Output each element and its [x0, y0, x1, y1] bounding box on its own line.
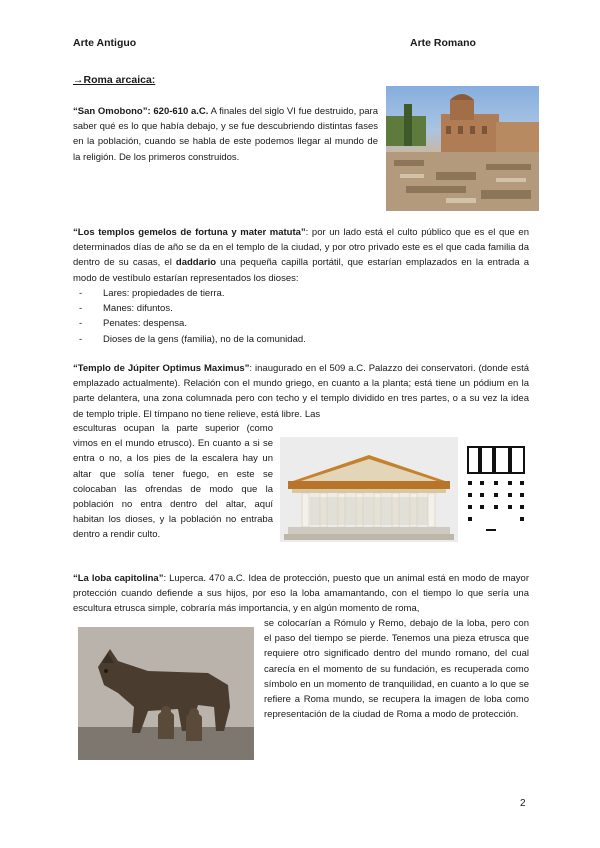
- gods-list: [73, 286, 529, 347]
- list-item: - Manes: difuntos.: [73, 301, 529, 316]
- omobono-date: : 620-610 a.C.: [147, 106, 209, 117]
- templos-body-2: una pequeña capilla portátil, que estarían emplazados en la entrada a modo de vestíbulo estarían representados los dioses:: [73, 257, 529, 284]
- temple-model-illustration: [280, 437, 458, 542]
- jupiter-paragraph: [73, 361, 529, 422]
- jupiter-temple-plan: [462, 443, 530, 535]
- list-item: - Penates: despensa.: [73, 316, 529, 331]
- loba-illustration: [78, 627, 254, 760]
- temple-plan-illustration: [462, 443, 530, 535]
- arrow-icon: →: [73, 74, 84, 86]
- templos-title: “Los templos gemelos de fortuna y mater matuta”: [73, 227, 306, 238]
- loba-paragraph-narrow: se colocarían a Rómulo y Remo, debajo de la loba, pero con el paso del tiempo se pierde. Tenemos una pieza etrusca que requiere otro significado dentro del mundo romano, del cual carecía en el momento de su fundación, es recuperada como símbolo en un momento de tranquilidad, en cuanto a lo que se refiere a Roma mundo, se recupera la imagen de loba como representación de la ciudad de Roma a modo de protección.: [264, 618, 529, 721]
- jupiter-body-full: : inaugurado en el 509 a.C. Palazzo dei conservatori. (donde está emplazado actualmente). Relación con el mundo griego, en cuanto a la planta; está tiene un pódium en la parte delantera, una zona columnada pero con techo y el templo dividido en tres partes, o a su vez la idea de templo triple. El tímpano no tiene relieve, está libre. Las: [73, 363, 529, 420]
- list-item: - Lares: propiedades de tierra.: [73, 286, 529, 301]
- omobono-body: A finales del siglo VI fue destruido, para saber qué es lo que había debajo, y se fue descubriendo distintas fases en la población, cuando se habla de este podemos llegar al mundo de la religión. De los primeros construidos.: [73, 106, 379, 163]
- loba-body-full: : Luperca. 470 a.C. Idea de protección, puesto que un animal está en modo de mayor protección cuando defiende a sus hijos, por eso la loba amamantando, con el tiempo lo que sería una escultura etrusca simple, cobraría más importancia, y en algún momento de roma,: [73, 573, 529, 615]
- loba-capitolina-photo: [78, 627, 254, 760]
- list-item: - Dioses de la gens (familia), no de la comunidad.: [73, 332, 529, 347]
- templos-paragraph: [73, 225, 529, 286]
- jupiter-temple-model: [280, 437, 458, 542]
- section-title: [73, 74, 155, 86]
- jupiter-title: “Templo de Júpiter Optimus Maximus”: [73, 363, 250, 374]
- header-left: Arte Antiguo: [73, 37, 137, 49]
- san-omobono-illustration: [386, 86, 539, 211]
- jupiter-paragraph-narrow: esculturas ocupan la parte superior (como vimos en el mundo etrusco). En cuanto a si se entra o no, a los pies de la escalera hay un altar que solía tener fuego, en este se colocaban las ofrendas de modo que la población no entra dentro del altar, aquí habitan los dioses, y la población no entraba dentro a rendir culto.: [73, 423, 273, 541]
- daddario-term: daddario: [175, 257, 217, 269]
- section-title-text: Roma arcaica:: [83, 74, 156, 86]
- page-number: 2: [520, 798, 526, 809]
- omobono-title: “San Omobono”: [73, 106, 148, 117]
- loba-title: “La loba capitolina”: [73, 573, 164, 584]
- omobono-paragraph: [73, 104, 378, 165]
- header-right: Arte Romano: [410, 37, 476, 49]
- loba-paragraph: [73, 571, 529, 617]
- templos-body-1: : por un lado está el culto público que es el que en determinados días de año se da en el templo de la ciudad, y por otro privado este es el que cada familia da dentro de su casas, el: [73, 227, 529, 269]
- san-omobono-photo: [386, 86, 539, 211]
